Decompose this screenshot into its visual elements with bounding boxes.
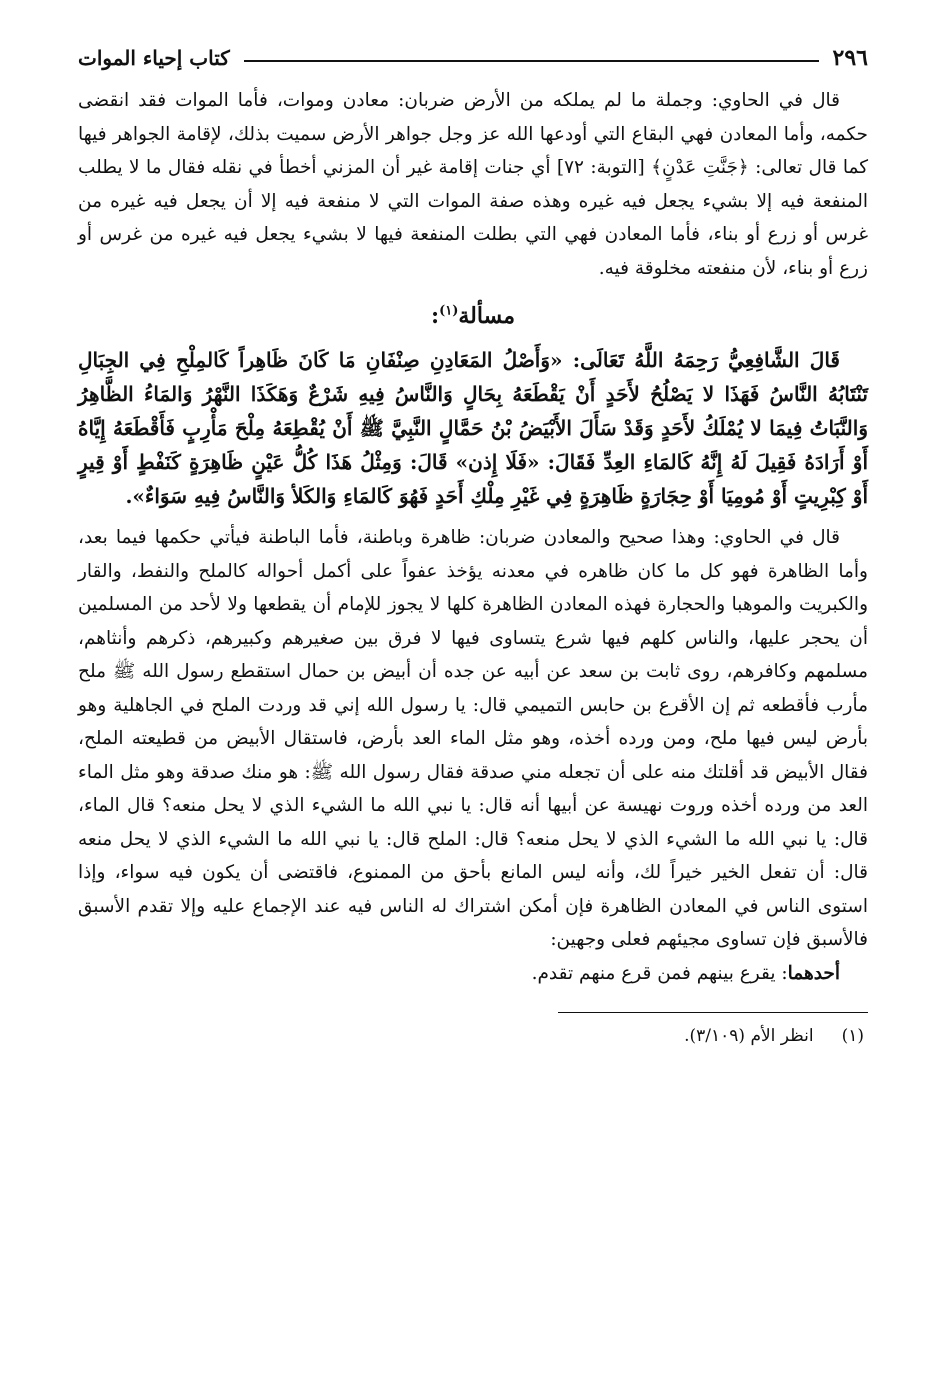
footnote — [78, 1023, 864, 1049]
book-title: كتاب إحياء الموات — [78, 46, 230, 70]
section-heading-text: مسألة — [458, 303, 516, 329]
first-opinion-lead: أحدهما — [787, 962, 840, 984]
first-opinion-paragraph — [78, 957, 868, 991]
spacer — [78, 513, 868, 521]
footnote-text: انظر الأم (٣/١٠٩). — [684, 1026, 814, 1046]
first-opinion-text: : يقرع بينهم فمن قرع منهم تقدم. — [531, 962, 788, 984]
section-heading — [78, 299, 868, 333]
book-page — [78, 38, 868, 1338]
footnote-number: (١) — [841, 1026, 864, 1046]
intro-paragraph: قال في الحاوي: وجملة ما لم يملكه من الأرض ضربان: معادن وموات، فأما الموات فقد انقضى حكمه، وأما المعادن فهي البقاع التي أودعها الله عز وجل جواهر الأرض سميت بذلك، لإقامة الجواهر فيها كما قال تعالى: ﴿جَنَّتِ عَدْنٍ﴾ [التوبة: ٧٢] أي جنات إقامة غير أن المزني أخطأ في نقله فقال ما لا يطلب المنفعة فيه إلا بشيء يجعل فيه غيره وهذه صفة الموات التي لا منفعة فيه إلا أن يجعل فيه غيره من غرس أو زرع أو بناء، فأما المعادن فهي التي بطلت المنفعة فيها لا بشيء يجعل فيه غيره من غرس أو زرع أو بناء، لأن منفعته مخلوقة فيه. — [78, 90, 868, 279]
running-header — [78, 38, 868, 78]
commentary-paragraph: قال في الحاوي: وهذا صحيح والمعادن ضربان: ظاهرة وباطنة، فأما الباطنة فيأتي حكمها فيما بعد، وأما الظاهرة فهو كل ما كان ظاهره في معدنه يؤخذ عفواً على أكمل أحواله كالملح والنفط، والقار والكبريت والموهبا والحجارة فهذه المعادن الظاهرة كلها لا يجوز للإمام أن يقطعها ولا لأحد من المسلمين أن يحجر عليها، والناس كلهم فيها شرع يتساوى فيها لا فرق بين صغيرهم وكبيرهم، ذكرهم وأنثاهم، مسلمهم وكافرهم، روى ثابت بن سعد عن أبيه عن جده أن أبيض بن حمال استقطع رسول الله ﷺ ملح مأرب فأقطعه ثم إن الأقرع بن حابس التميمي قال: يا رسول الله إني قد وردت الملح في الجاهلية وهو بأرض ليس فيها ملح، ومن ورده أخذه، وهو مثل الماء العد بأرض، فاستقال الأبيض من قطيعته الملح، فقال الأبيض قد أقلتك منه على أن تجعله مني صدقة فقال رسول الله ﷺ: هو منك صدقة وهو مثل الماء العد من ورده أخذه وروت نهيسة عن أبيها أنه قال: يا نبي الله ما الشيء الذي لا يحل منعه؟ قال الماء، قال: يا نبي الله ما الشيء الذي لا يحل منعه؟ قال: الملح قال: يا نبي الله ما الشيء الذي لا يحل منعه قال: أن تفعل الخير خيراً لك، وأنه ليس المانع بأحق من الممنوع، فاقتضى أن يكون فيه سواء، وإذا استوى الناس في المعادن الظاهرة فإن أمكن اشتراك له الناس فيه عند الإجماع عليه وإلا تقدم الأسبق فالأسبق فإن تساوى مجيئهم فعلى وجهين: — [78, 527, 868, 950]
section-heading-suffix: : — [430, 303, 440, 329]
footnote-reference[interactable]: (١) — [439, 303, 459, 319]
footnote-divider — [558, 1012, 868, 1013]
page-number: ٢٩٦ — [832, 45, 868, 71]
matn-text: قَالَ الشَّافِعِيُّ رَحِمَهُ اللَّهُ تَعَالَى: «وَأَصْلُ المَعَادِنِ صِنْفَانِ مَا كَانَ ظَاهِراً كَالمِلْحِ فِي الجِبَالِ تَنْتَابُهُ النَّاسُ فَهَذَا لا يَصْلُحُ لأَحَدٍ أَنْ يَقْطَعَهُ بِحَالٍ وَالنَّاسُ فِيهِ شَرْعٌ وَهَكَذَا النَّهْرُ وَالمَاءُ الظَّاهِرُ وَالنَّبَاتُ فِيمَا لا يُمْلَكُ لأَحَدٍ وَقَدْ سَأَلَ الأَبْيَضُ بْنُ حَمَّالٍ النَّبِيَّ ﷺ أَنْ يُقْطِعَهُ مِلْحَ مَأْرِبٍ فَأَقْطَعَهُ إِيَّاهُ أَوْ أَرَادَهُ فَقِيلَ لَهُ إِنَّهُ كَالمَاءِ العِدِّ فَقَالَ: «فَلَا إِذن» قَالَ: وَمِثْلُ هَذَا كُلُّ عَيْنٍ ظَاهِرَةٍ كَنَفْطٍ أَوْ قِيرٍ أَوْ كِبْرِيتٍ أَوْ مُومِيَا أَوْ حِجَارَةٍ ظَاهِرَةٍ فِي غَيْرِ مِلْكِ أَحَدٍ فَهُوَ كَالمَاءِ وَالكَلأ وَالنَّاسُ فِيهِ سَوَاءٌ». — [78, 348, 869, 508]
header-rule — [244, 60, 819, 62]
